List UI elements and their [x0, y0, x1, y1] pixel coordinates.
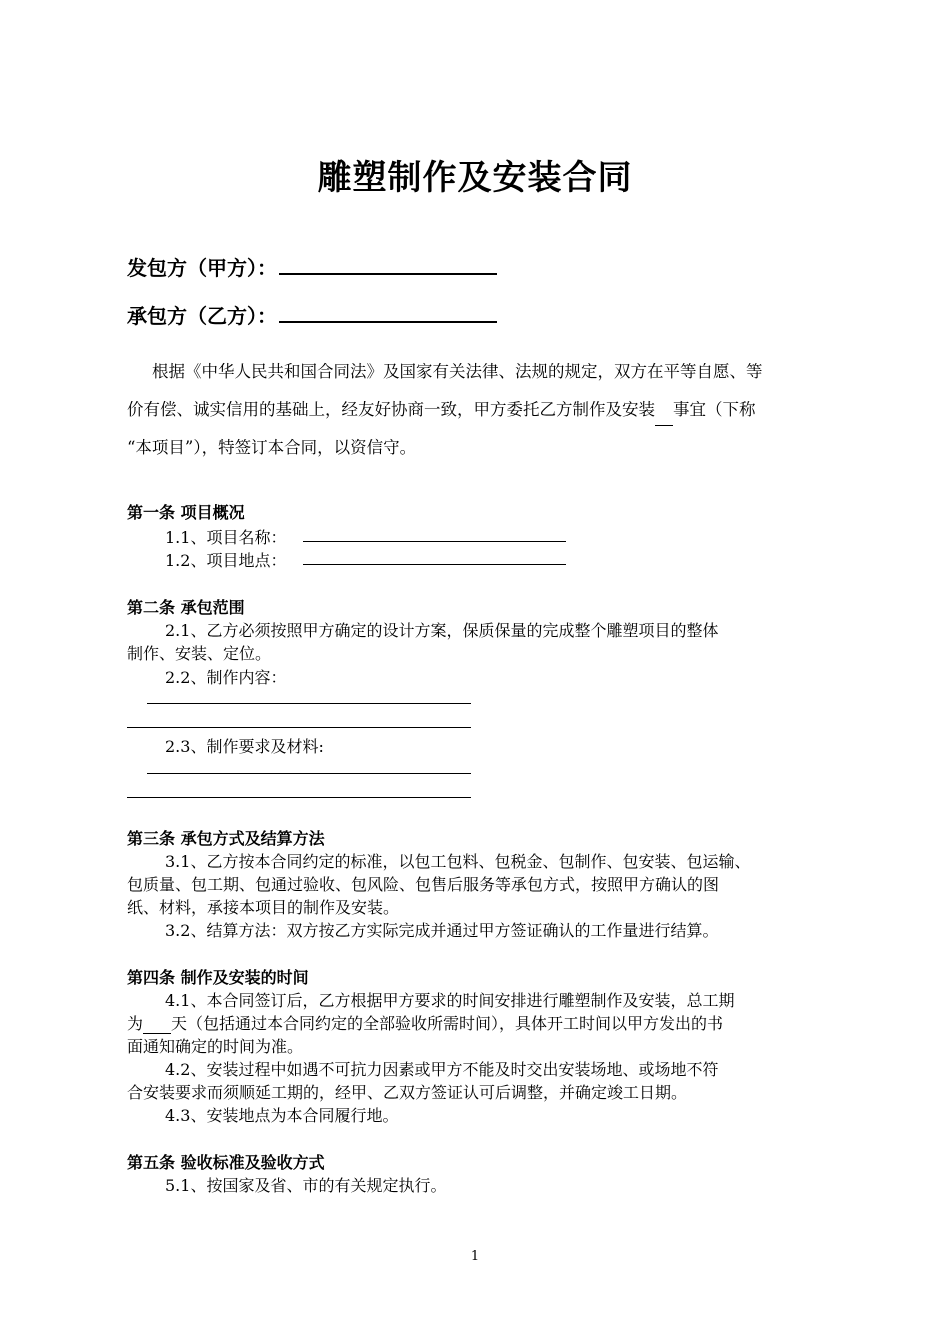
- party-b-label: 承包方（乙方）：: [127, 304, 277, 328]
- materials-blank-2[interactable]: [127, 797, 471, 798]
- project-blank[interactable]: [655, 394, 673, 426]
- section-3-heading: 第三条 承包方式及结算方法: [127, 829, 325, 848]
- s2-item-1-line-2: 制作、安装、定位。: [127, 644, 272, 663]
- project-location-blank[interactable]: [303, 564, 566, 565]
- s3-item-1-line-2: 包质量、包工期、包通过验收、包风险、包售后服务等承包方式，按照甲方确认的图: [127, 875, 720, 894]
- duration-blank[interactable]: [143, 1014, 171, 1034]
- content-blank-1[interactable]: [147, 703, 471, 704]
- s3-item-2: 3.2、结算方法：双方按乙方实际完成并通过甲方签证确认的工作量进行结算。: [165, 921, 719, 940]
- s4-item-1-line-2a: 为: [127, 1014, 144, 1033]
- party-a-label: 发包方（甲方）：: [127, 256, 277, 280]
- s3-item-1-line-3: 纸、材料，承接本项目的制作及安装。: [127, 898, 400, 917]
- intro-line-2b: 事宜（下称: [673, 400, 756, 419]
- s4-item-1-line-1: 4.1、本合同签订后，乙方根据甲方要求的时间安排进行雕塑制作及安装，总工期: [165, 991, 735, 1010]
- party-a-blank[interactable]: [279, 253, 497, 275]
- section-5-heading: 第五条 验收标准及验收方式: [127, 1153, 325, 1172]
- project-name-blank[interactable]: [303, 541, 566, 542]
- s4-item-2-line-2: 合安装要求而须顺延工期的，经甲、乙双方签证认可后调整，并确定竣工日期。: [127, 1083, 688, 1102]
- page-number: 1: [470, 1249, 480, 1264]
- party-a-line: [127, 252, 497, 281]
- s4-item-2-line-1: 4.2、安装过程中如遇不可抗力因素或甲方不能及时交出安装场地、或场地不符: [165, 1060, 719, 1079]
- s3-item-1-line-1: 3.1、乙方按本合同约定的标准，以包工包料、包税金、包制作、包安装、包运输、: [165, 852, 751, 871]
- party-b-line: [127, 300, 497, 329]
- content-blank-2[interactable]: [127, 727, 471, 728]
- section-4-heading: 第四条 制作及安装的时间: [127, 968, 309, 987]
- materials-blank-1[interactable]: [147, 773, 471, 774]
- s2-item-3: 2.3、制作要求及材料:: [165, 737, 324, 756]
- intro-line-3: “本项目”），特签订本合同，以资信守。: [127, 438, 417, 457]
- intro-line-2: [127, 394, 756, 426]
- section-1-heading: 第一条 项目概况: [127, 503, 245, 522]
- intro-line-1: 根据《中华人民共和国合同法》及国家有关法律、法规的规定，双方在平等自愿、等: [152, 362, 763, 381]
- document-title: 雕塑制作及安装合同: [317, 158, 633, 198]
- s4-item-1-line-2: [127, 1011, 723, 1034]
- intro-line-2a: 价有偿、诚实信用的基础上，经友好协商一致，甲方委托乙方制作及安装: [127, 400, 655, 419]
- s1-item-1: 1.1、项目名称：: [165, 528, 287, 547]
- s4-item-1-line-3: 面通知确定的时间为准。: [127, 1037, 304, 1056]
- section-2-heading: 第二条 承包范围: [127, 598, 245, 617]
- s1-item-2: 1.2、项目地点：: [165, 551, 287, 570]
- s4-item-3: 4.3、安装地点为本合同履行地。: [165, 1106, 399, 1125]
- s2-item-2: 2.2、制作内容：: [165, 668, 287, 687]
- s4-item-1-line-2b: 天（包括通过本合同约定的全部验收所需时间），具体开工时间以甲方发出的书: [171, 1014, 724, 1033]
- s5-item-1: 5.1、按国家及省、市的有关规定执行。: [165, 1176, 447, 1195]
- party-b-blank[interactable]: [279, 301, 497, 323]
- s2-item-1-line-1: 2.1、乙方必须按照甲方确定的设计方案，保质保量的完成整个雕塑项目的整体: [165, 621, 719, 640]
